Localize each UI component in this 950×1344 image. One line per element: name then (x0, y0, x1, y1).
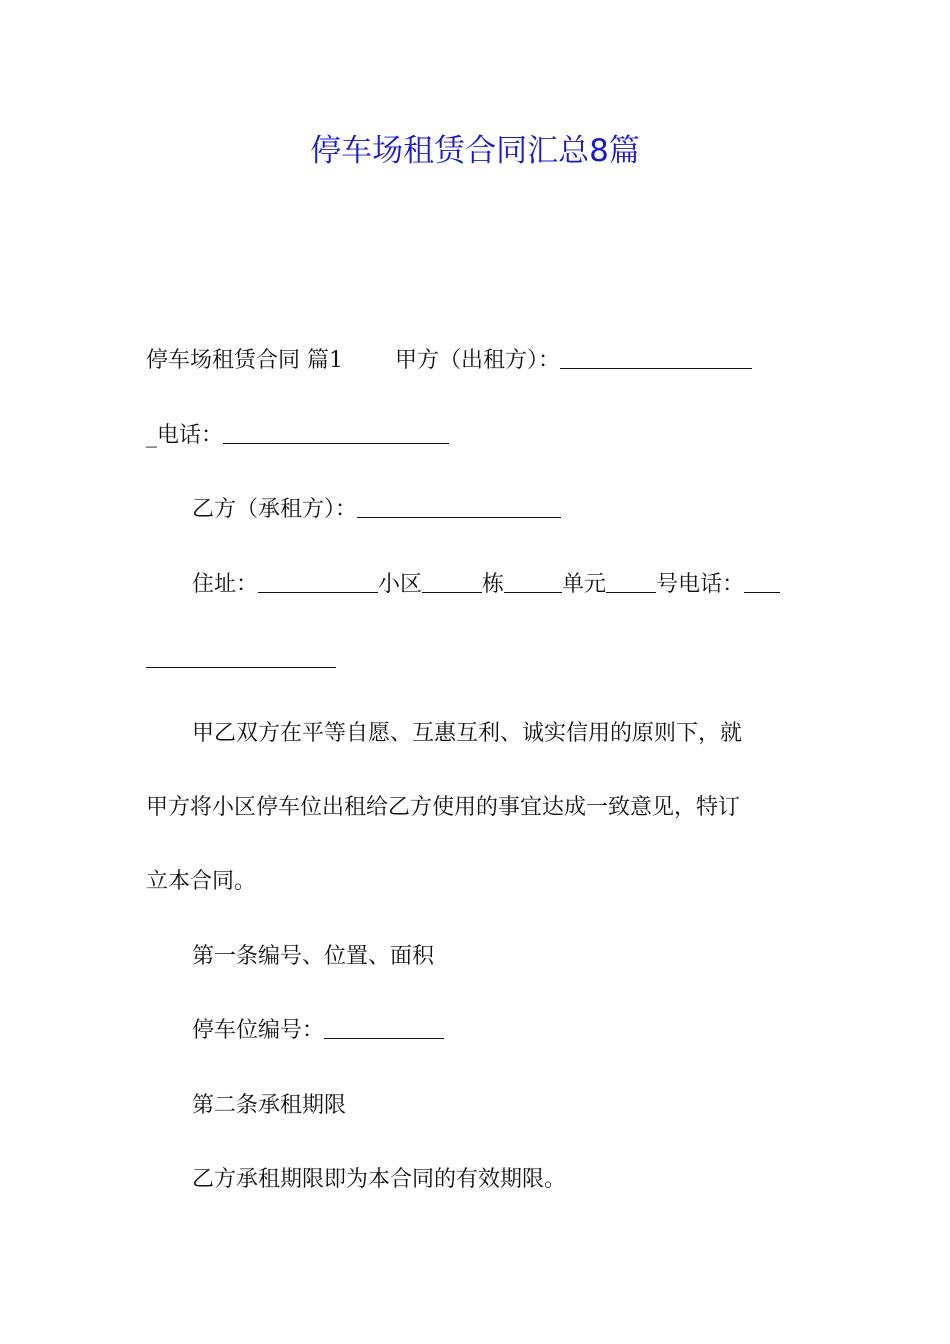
article-2-title: 第二条承租期限 (192, 1093, 347, 1118)
paragraph-1-line-3: 立本合同。 (146, 869, 257, 894)
address-building-blank (422, 570, 482, 593)
address-phone-continuation (146, 644, 811, 676)
paragraph-1-line-1: 甲乙双方在平等自愿、互惠互利、诚实信用的原则下，就 (192, 721, 743, 746)
document-title: 停车场租赁合同汇总8篇 (310, 133, 640, 169)
party-b-blank (357, 495, 561, 518)
party-a-phone-blank (223, 421, 449, 444)
paragraph-1-line-2: 甲方将小区停车位出租给乙方使用的事宜达成一致意见，特订 (146, 795, 741, 820)
address-phone-blank-continued (146, 645, 336, 668)
address-unit-label: 单元 (562, 572, 607, 597)
address-line (192, 569, 812, 601)
party-a-phone-label: _电话： (146, 423, 224, 448)
party-b-label: 乙方（承租方）： (192, 497, 358, 522)
address-phone-label: 号电话： (656, 572, 745, 597)
parking-number-blank (324, 1016, 444, 1039)
party-a-blank (560, 346, 752, 369)
article-1-title: 第一条编号、位置、面积 (192, 944, 435, 969)
parking-number-line (192, 1015, 812, 1047)
address-building-label: 栋 (482, 572, 505, 597)
address-phone-blank (744, 570, 780, 593)
party-a-phone-line (146, 420, 811, 452)
contract-heading: 停车场租赁合同 篇1 (146, 348, 343, 373)
parking-number-label: 停车位编号： (192, 1018, 325, 1043)
heading-party-a-line (146, 345, 811, 377)
address-unit-blank (504, 570, 562, 593)
article-2-text: 乙方承租期限即为本合同的有效期限。 (192, 1167, 567, 1192)
address-label: 住址： (192, 572, 259, 597)
party-b-line (192, 494, 812, 526)
address-number-blank (606, 570, 656, 593)
address-community-blank (258, 570, 378, 593)
address-community-label: 小区 (378, 572, 423, 597)
party-a-label: 甲方（出租方）： (395, 348, 561, 373)
